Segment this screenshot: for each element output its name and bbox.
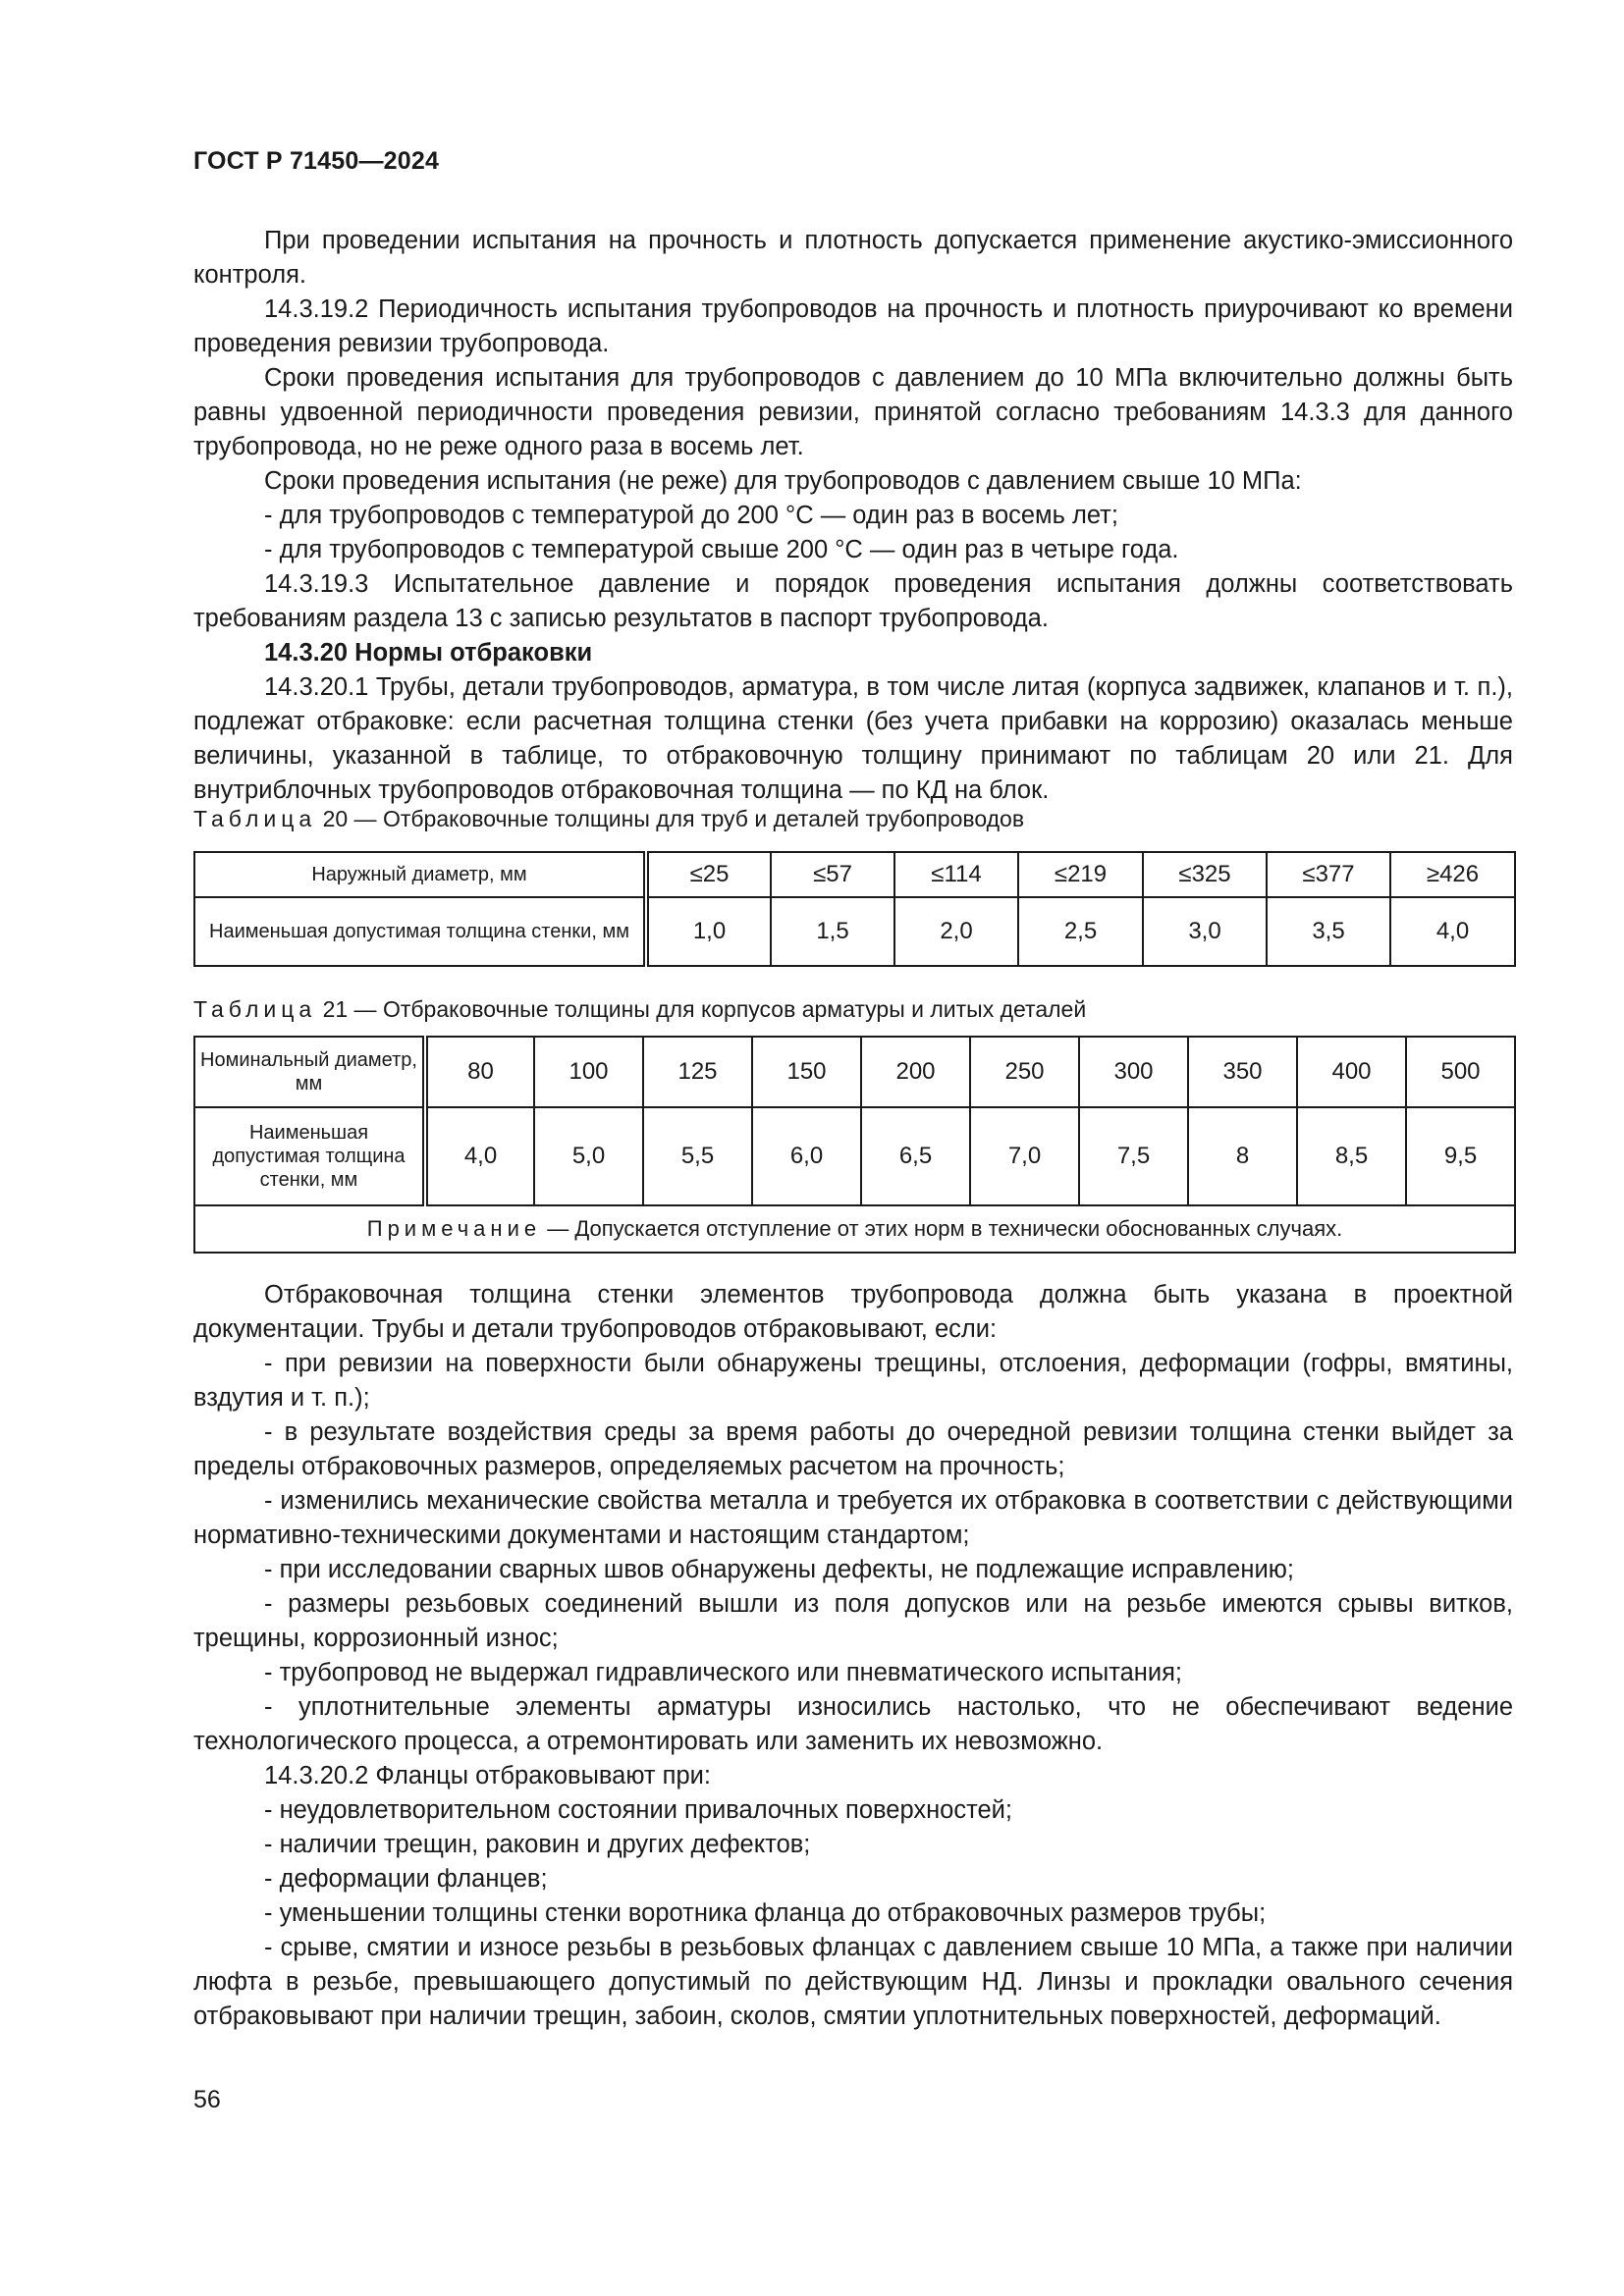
paragraph: 14.3.20.1 Трубы, детали трубопроводов, арматура, в том числе литая (корпуса задвижек, клапанов и т. п.), подлежат отбраковке: если расчетная толщина стенки (без учета прибавки на коррозию) оказалась меньше величины, указанной в таблице, то отбраковочную толщину принимают по таблицам 20 или 21. Для внутриблочных трубопроводов отбраковочная толщина — по КД на блок. [193, 673, 1513, 804]
body-text-bottom [193, 1278, 1513, 2034]
list-item: - трубопровод не выдержал гидравлического или пневматического испытания; [264, 1659, 1183, 1686]
table-cell: 3,0 [1143, 897, 1267, 966]
table-cell: 400 [1297, 1037, 1406, 1107]
list-item: - при ревизии на поверхности были обнаружены трещины, отслоения, деформации (гофры, вмятины, вздутия и т. п.); [193, 1350, 1513, 1412]
section-heading: 14.3.20 Нормы отбраковки [264, 639, 593, 667]
row-header: Наружный диаметр, мм [194, 852, 646, 897]
table-cell: 5,0 [534, 1107, 643, 1205]
row-header: Наименьшая допустимая толщина стенки, мм [194, 1107, 425, 1205]
table-cell: ≤57 [771, 852, 894, 897]
table-cell: 250 [970, 1037, 1079, 1107]
list-item: - для трубопроводов с температурой свыше 200 °С — один раз в четыре года. [264, 536, 1179, 563]
table-20-caption [193, 806, 1024, 832]
caption-text: 21 — Отбраковочные толщины для корпусов арматуры и литых деталей [322, 996, 1087, 1022]
table-row [194, 1107, 1515, 1205]
table-cell: ≥426 [1390, 852, 1515, 897]
table-cell: 2,0 [894, 897, 1018, 966]
table-cell: 6,0 [752, 1107, 861, 1205]
caption-label: Таблица [193, 996, 317, 1022]
table-row [194, 897, 1515, 966]
table-note [194, 1205, 1515, 1253]
table-20 [193, 851, 1516, 967]
table-note-row [194, 1205, 1515, 1253]
table-cell: ≤325 [1143, 852, 1267, 897]
table-cell: 7,0 [970, 1107, 1079, 1205]
row-header: Номинальный диаметр, мм [194, 1037, 425, 1107]
table-cell: 3,5 [1267, 897, 1390, 966]
list-item: - срыве, смятии и износе резьбы в резьбовых фланцах с давлением свыше 10 МПа, а также при наличии люфта в резьбе, превышающего допустимый по действующим НД. Линзы и прокладки овального сечения отбраковывают при наличии трещин, забоин, сколов, смятии уплотнительных поверхностей, деформаций. [193, 1934, 1513, 2030]
table-21 [193, 1036, 1516, 1254]
table-cell: 7,5 [1079, 1107, 1188, 1205]
caption-label: Таблица [193, 806, 317, 831]
table-cell: 9,5 [1406, 1107, 1515, 1205]
paragraph: Сроки проведения испытания для трубопроводов с давлением до 10 МПа включительно должны быть равны удвоенной периодичности проведения ревизии, принятой согласно требованиям 14.3.3 для данного трубопровода, но не реже одного раза в восемь лет. [193, 364, 1513, 460]
list-item: - при исследовании сварных швов обнаружены дефекты, не подлежащие исправлению; [264, 1556, 1294, 1583]
list-item: - размеры резьбовых соединений вышли из поля допусков или на резьбе имеются срывы витков, трещины, коррозионный износ; [193, 1590, 1513, 1652]
list-item: - для трубопроводов с температурой до 200 °С — один раз в восемь лет; [264, 502, 1118, 529]
table-cell: ≤219 [1018, 852, 1143, 897]
page-number: 56 [193, 2086, 221, 2113]
table-cell: ≤25 [646, 852, 771, 897]
caption-text: 20 — Отбраковочные толщины для труб и деталей трубопроводов [322, 806, 1025, 831]
table-cell: 350 [1188, 1037, 1297, 1107]
paragraph: 14.3.19.3 Испытательное давление и порядок проведения испытания должны соответствовать требованиям раздела 13 с записью результатов в паспорт трубопровода. [193, 570, 1513, 632]
list-item: - наличии трещин, раковин и других дефектов; [264, 1831, 811, 1858]
table-cell: 8 [1188, 1107, 1297, 1205]
table-cell: 5,5 [643, 1107, 752, 1205]
table-row [194, 852, 1515, 897]
note-text: — Допускается отступление от этих норм в технически обоснованных случаях. [541, 1216, 1343, 1241]
table-cell: 4,0 [1390, 897, 1515, 966]
table-cell: 125 [643, 1037, 752, 1107]
list-item: - изменились механические свойства металла и требуется их отбраковка в соответствии с действующими нормативно-техническими документами и настоящим стандартом; [193, 1487, 1513, 1549]
table-cell: ≤114 [894, 852, 1018, 897]
table-cell: 2,5 [1018, 897, 1143, 966]
paragraph: 14.3.20.2 Фланцы отбраковывают при: [264, 1762, 711, 1789]
list-item: - неудовлетворительном состоянии привалочных поверхностей; [264, 1796, 1013, 1824]
list-item: - уплотнительные элементы арматуры износились настолько, что не обеспечивают ведение технологического процесса, а отремонтировать или заменить их невозможно. [193, 1693, 1513, 1755]
list-item: - в результате воздействия среды за время работы до очередной ревизии толщина стенки выйдет за пределы отбраковочных размеров, определяемых расчетом на прочность; [193, 1418, 1513, 1480]
table-cell: 8,5 [1297, 1107, 1406, 1205]
table-cell: 80 [425, 1037, 534, 1107]
note-label: Примечание [366, 1216, 542, 1241]
document-header: ГОСТ Р 71450—2024 [193, 147, 440, 175]
paragraph: Сроки проведения испытания (не реже) для трубопроводов с давлением свыше 10 МПа: [264, 467, 1302, 495]
table-row [194, 1037, 1515, 1107]
paragraph: 14.3.19.2 Периодичность испытания трубопроводов на прочность и плотность приурочивают ко времени проведения ревизии трубопровода. [193, 295, 1513, 357]
table-cell: 300 [1079, 1037, 1188, 1107]
list-item: - деформации фланцев; [264, 1865, 548, 1893]
table-cell: 1,5 [771, 897, 894, 966]
table-cell: 150 [752, 1037, 861, 1107]
table-cell: 500 [1406, 1037, 1515, 1107]
table-cell: 100 [534, 1037, 643, 1107]
table-cell: 200 [861, 1037, 970, 1107]
table-cell: 4,0 [425, 1107, 534, 1205]
table-21-caption [193, 996, 1086, 1023]
list-item: - уменьшении толщины стенки воротника фланца до отбраковочных размеров трубы; [264, 1899, 1267, 1927]
paragraph: Отбраковочная толщина стенки элементов трубопровода должна быть указана в проектной документации. Трубы и детали трубопроводов отбраковывают, если: [193, 1281, 1513, 1343]
row-header: Наименьшая допустимая толщина стенки, мм [194, 897, 646, 966]
table-cell: ≤377 [1267, 852, 1390, 897]
table-cell: 1,0 [646, 897, 771, 966]
paragraph: При проведении испытания на прочность и плотность допускается применение акустико-эмиссионного контроля. [193, 227, 1513, 289]
body-text-top [193, 224, 1513, 808]
table-cell: 6,5 [861, 1107, 970, 1205]
